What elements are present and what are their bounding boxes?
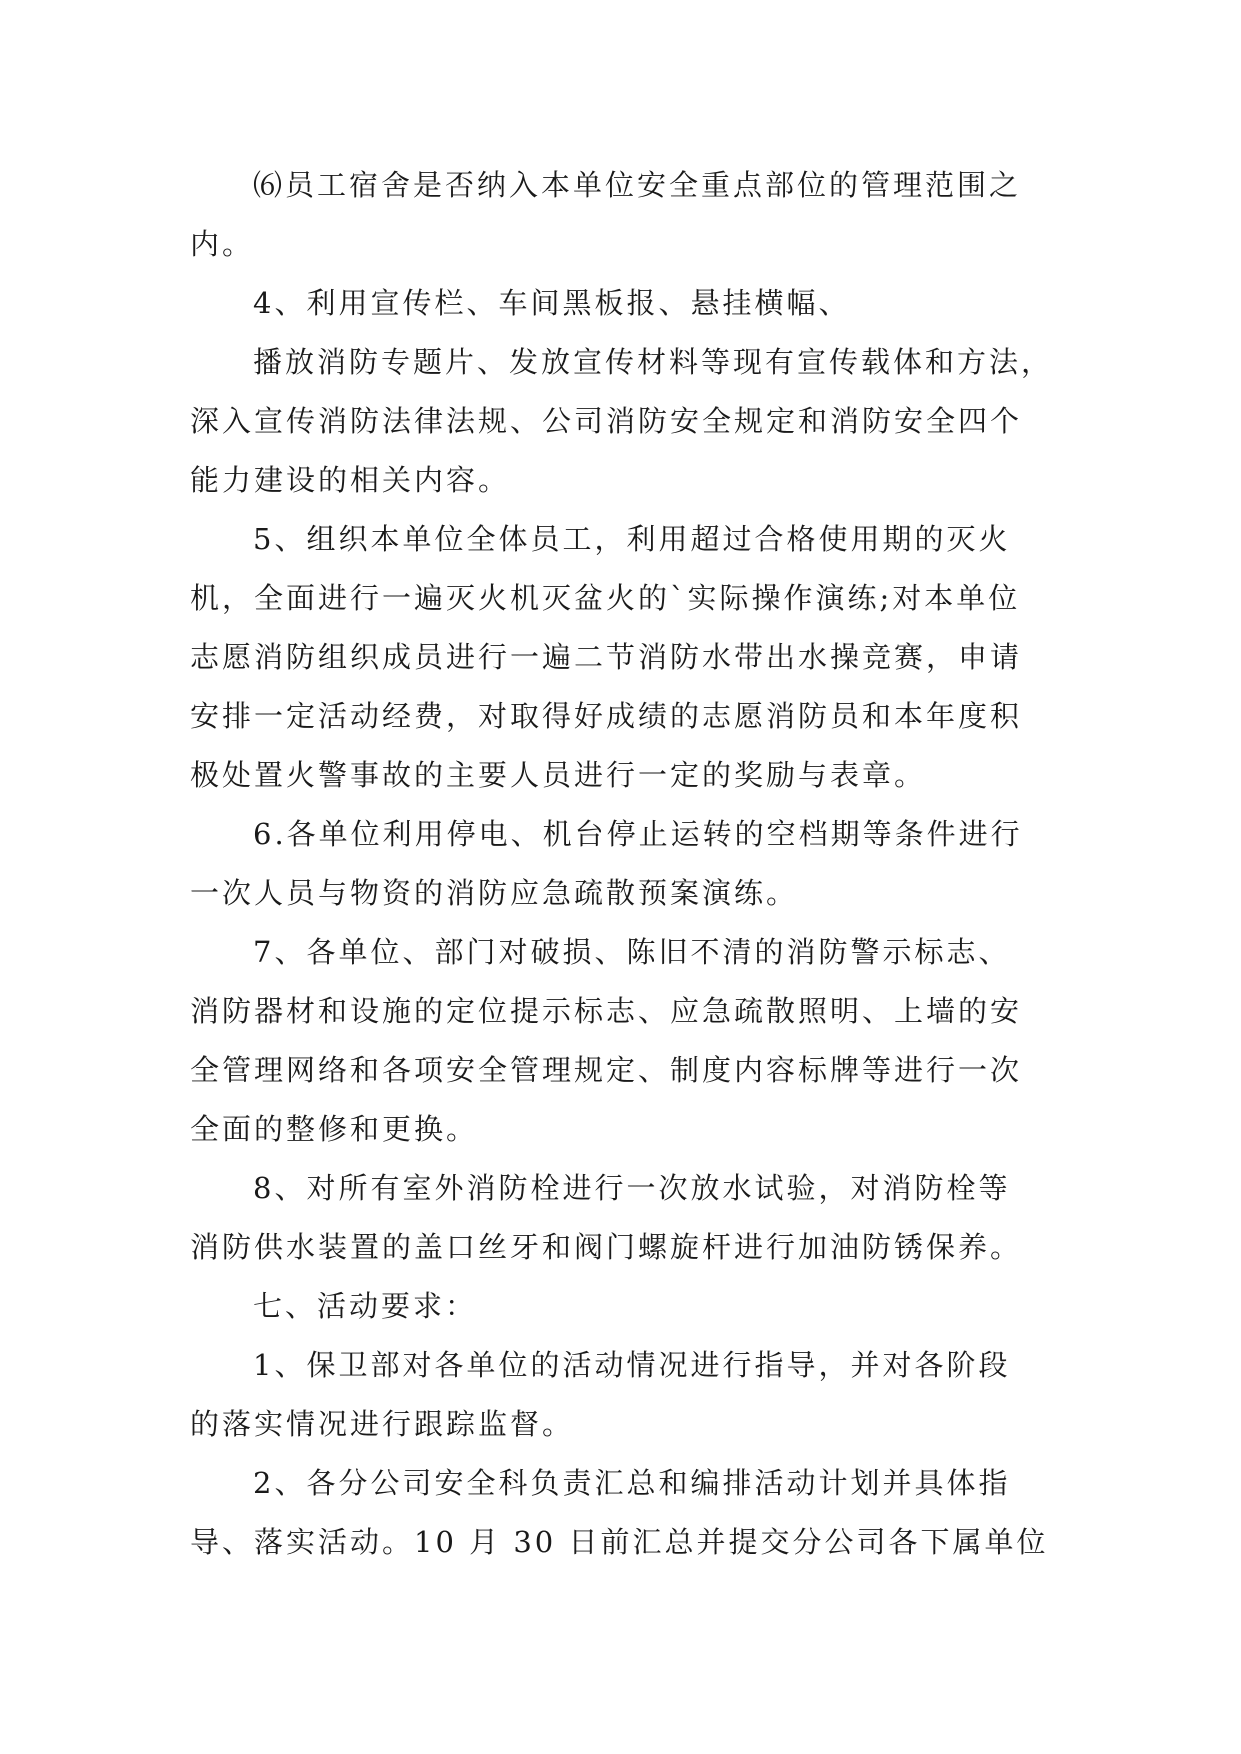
text-line: 机，全面进行一遍灭火机灭盆火的`实际操作演练;对本单位 bbox=[190, 581, 1021, 615]
text-line: 消防供水装置的盖口丝牙和阀门螺旋杆进行加油防锈保养。 bbox=[190, 1230, 1023, 1264]
text-line: 的落实情况进行跟踪监督。 bbox=[190, 1407, 575, 1441]
text-line: 导、落实活动。10 月 30 日前汇总并提交分公司各下属单位 bbox=[190, 1525, 1049, 1559]
text-line: 6.各单位利用停电、机台停止运转的空档期等条件进行 bbox=[253, 817, 1023, 851]
text-line: 深入宣传消防法律法规、公司消防安全规定和消防安全四个 bbox=[190, 404, 1023, 438]
text-line: 7、各单位、部门对破损、陈旧不清的消防警示标志、 bbox=[253, 935, 1011, 969]
text-line: 4、利用宣传栏、车间黑板报、悬挂横幅、 bbox=[253, 286, 851, 320]
text-line: ⑹员工宿舍是否纳入本单位安全重点部位的管理范围之 bbox=[253, 168, 1022, 202]
text-line: 全面的整修和更换。 bbox=[190, 1112, 479, 1146]
text-line: 消防器材和设施的定位提示标志、应急疏散照明、上墙的安 bbox=[190, 994, 1023, 1028]
text-line: 极处置火警事故的主要人员进行一定的奖励与表章。 bbox=[190, 758, 927, 792]
text-line: 8、对所有室外消防栓进行一次放水试验，对消防栓等 bbox=[253, 1171, 1011, 1205]
text-line: 2、各分公司安全科负责汇总和编排活动计划并具体指 bbox=[253, 1466, 1011, 1500]
text-line: 一次人员与物资的消防应急疏散预案演练。 bbox=[190, 876, 799, 910]
text-line: 1、保卫部对各单位的活动情况进行指导，并对各阶段 bbox=[253, 1348, 1011, 1382]
text-line: 播放消防专题片、发放宣传材料等现有宣传载体和方法， bbox=[253, 345, 1054, 379]
text-line: 全管理网络和各项安全管理规定、制度内容标牌等进行一次 bbox=[190, 1053, 1023, 1087]
text-line: 5、组织本单位全体员工，利用超过合格使用期的灭火 bbox=[253, 522, 1011, 556]
text-line: 志愿消防组织成员进行一遍二节消防水带出水操竞赛，申请 bbox=[190, 640, 1023, 674]
text-line: 安排一定活动经费，对取得好成绩的志愿消防员和本年度积 bbox=[190, 699, 1023, 733]
section-heading: 七、活动要求： bbox=[253, 1289, 478, 1323]
text-line: 内。 bbox=[190, 227, 255, 261]
text-line: 能力建设的相关内容。 bbox=[190, 463, 511, 497]
